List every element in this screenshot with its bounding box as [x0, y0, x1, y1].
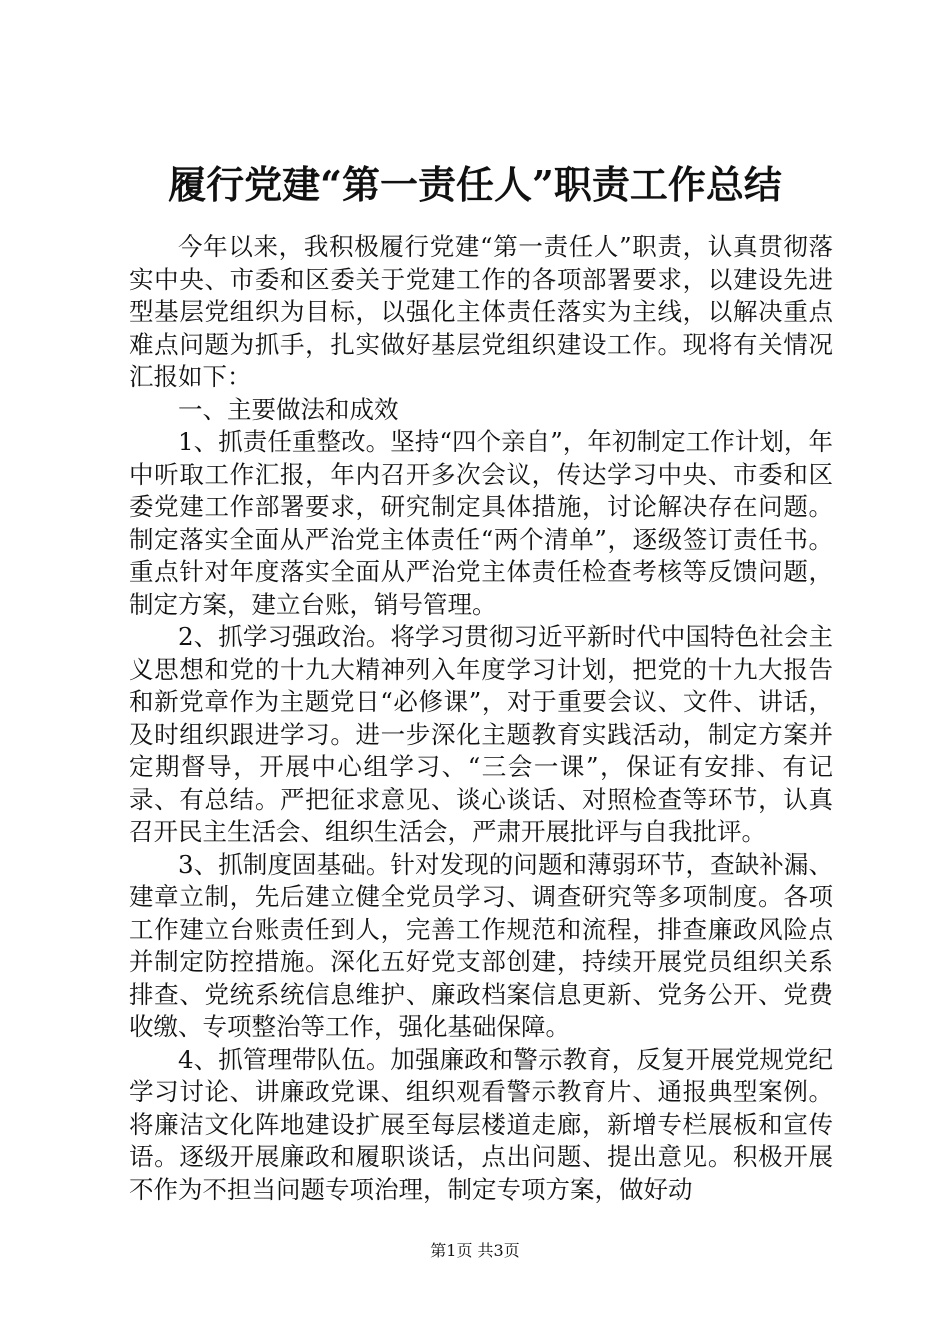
document-body: [129, 231, 833, 1206]
page-footer: 第1页 共3页: [430, 1241, 520, 1260]
section-heading: 一、主要做法和成效: [178, 394, 399, 424]
paragraph-item-2: 2、抓学习强政治。将学习贯彻习近平新时代中国特色社会主义思想和党的十九大精神列入年度学习计划，把党的十九大报告和新党章作为主题党日“必修课”，对于重要会议、文件、讲话，及时组织跟进学习。进一步深化主题教育实践活动，制定方案并定期督导，开展中心组学习、“三会一课”，保证有安排、有记录、有总结。严把征求意见、谈心谈话、对照检查等环节，认真召开民主生活会、组织生活会，严肃开展批评与自我批评。: [129, 622, 833, 846]
document-title: 履行党建“第一责任人”职责工作总结: [168, 162, 782, 207]
paragraph-intro: 今年以来，我积极履行党建“第一责任人”职责，认真贯彻落实中央、市委和区委关于党建工作的各项部署要求，以建设先进型基层党组织为目标，以强化主体责任落实为主线，以解决重点难点问题为抓手，扎实做好基层党组织建设工作。现将有关情况汇报如下：: [129, 232, 833, 391]
paragraph-item-1: 1、抓责任重整改。坚持“四个亲自”，年初制定工作计划，年中听取工作汇报，年内召开多次会议，传达学习中央、市委和区委党建工作部署要求，研究制定具体措施，讨论解决存在问题。制定落实全面从严治党主体责任“两个清单”，逐级签订责任书。重点针对年度落实全面从严治党主体责任检查考核等反馈问题，制定方案，建立台账，销号管理。: [129, 427, 833, 619]
paragraph-item-3: 3、抓制度固基础。针对发现的问题和薄弱环节，查缺补漏、建章立制，先后建立健全党员学习、调查研究等多项制度。各项工作建立台账责任到人，完善工作规范和流程，排查廉政风险点并制定防控措施。深化五好党支部创建，持续开展党员组织关系排查、党统系统信息维护、廉政档案信息更新、党务公开、党费收缴、专项整治等工作，强化基础保障。: [129, 849, 833, 1041]
paragraph-item-4: 4、抓管理带队伍。加强廉政和警示教育，反复开展党规党纪学习讨论、讲廉政党课、组织观看警示教育片、通报典型案例。将廉洁文化阵地建设扩展至每层楼道走廊，新增专栏展板和宣传语。逐级开展廉政和履职谈话，点出问题、提出意见。积极开展不作为不担当问题专项治理，制定专项方案，做好动: [129, 1044, 833, 1204]
